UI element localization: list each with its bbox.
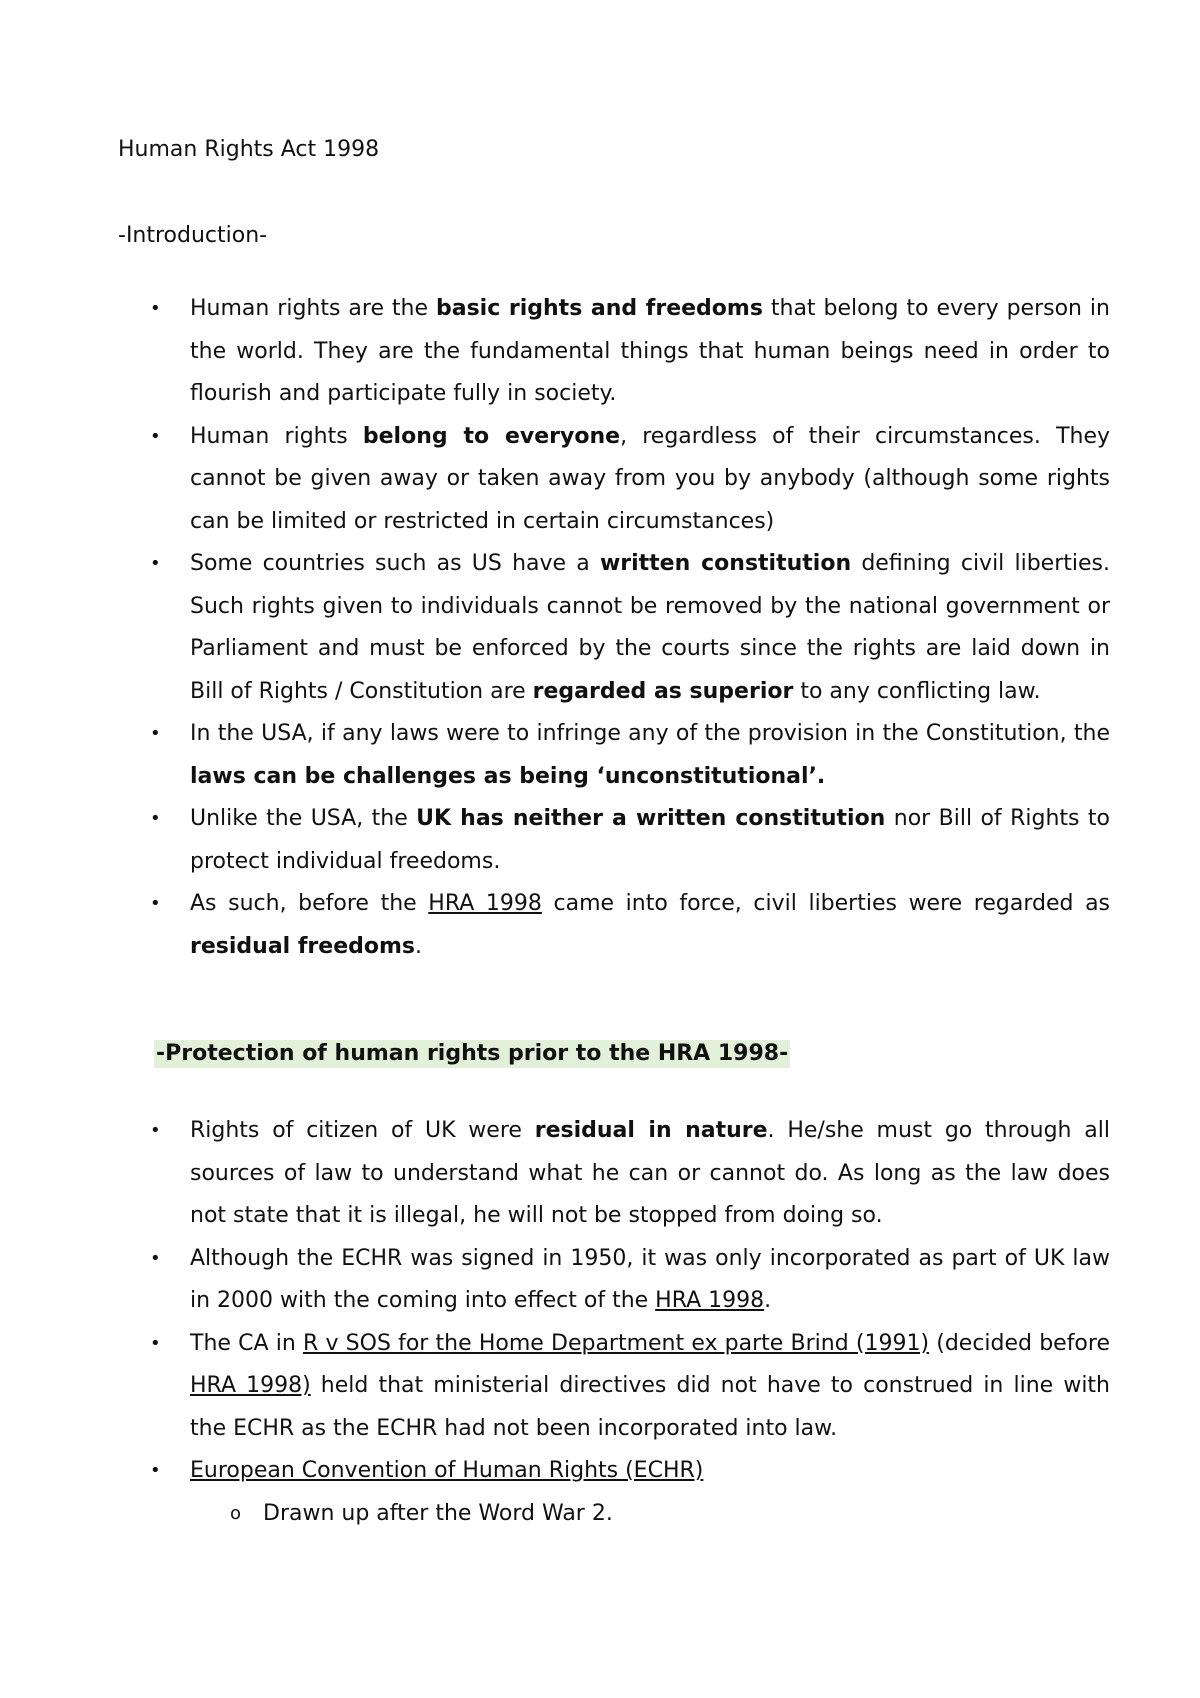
list-item: • The CA in R v SOS for the Home Department ex parte Brind (1991) (decided before HRA 1998) held that ministerial directives did not have to construed in line with the ECHR as the ECHR had not been incorporated into law. [190,1323,1110,1451]
list-item: • Although the ECHR was signed in 1950, it was only incorporated as part of UK law in 2000 with the coming into effect of the HRA 1998. [190,1238,1110,1323]
sub-list-item: o Drawn up after the Word War 2. [190,1493,1110,1536]
statute-reference: HRA 1998 [655,1288,765,1313]
list-item: • As such, before the HRA 1998 came into force, civil liberties were regarded as residual freedoms. [190,883,1110,968]
introduction-list [190,288,1110,968]
list-item: • Some countries such as US have a written constitution defining civil liberties. Such rights given to individuals cannot be removed by the national government or Parliament and must be enforced by the courts since the rights are laid down in Bill of Rights / Constitution are regarded as superior to any conflicting law. [190,543,1110,713]
list-item [190,1450,1110,1535]
case-reference: R v SOS for the Home Department ex parte Brind (1991) [302,1330,930,1356]
list-item: • Human rights belong to everyone, regardless of their circumstances. They cannot be given away or taken away from you by anybody (although some rights can be limited or restricted in certain circumstances) [190,416,1110,544]
introduction-heading: -Introduction- [118,223,268,248]
document-title: Human Rights Act 1998 [118,137,380,162]
list-item: • In the USA, if any laws were to infringe any of the provision in the Constitution, the laws can be challenges as being ‘unconstitutional’. [190,713,1110,798]
protection-list [190,1110,1110,1535]
sub-list [190,1493,1110,1536]
list-item: • Unlike the USA, the UK has neither a written constitution nor Bill of Rights to protect individual freedoms. [190,798,1110,883]
list-item: • Human rights are the basic rights and freedoms that belong to every person in the world. They are the fundamental things that human beings need in order to flourish and participate fully in society. [190,288,1110,416]
echr-heading: European Convention of Human Rights (ECHR) [190,1458,704,1483]
protection-heading: -Protection of human rights prior to the HRA 1998- [156,1041,789,1066]
statute-reference: HRA 1998) [190,1373,311,1398]
statute-reference: HRA 1998 [428,891,542,916]
list-item: • Rights of citizen of UK were residual in nature. He/she must go through all sources of law to understand what he can or cannot do. As long as the law does not state that it is illegal, he will not be stopped from doing so. [190,1110,1110,1238]
